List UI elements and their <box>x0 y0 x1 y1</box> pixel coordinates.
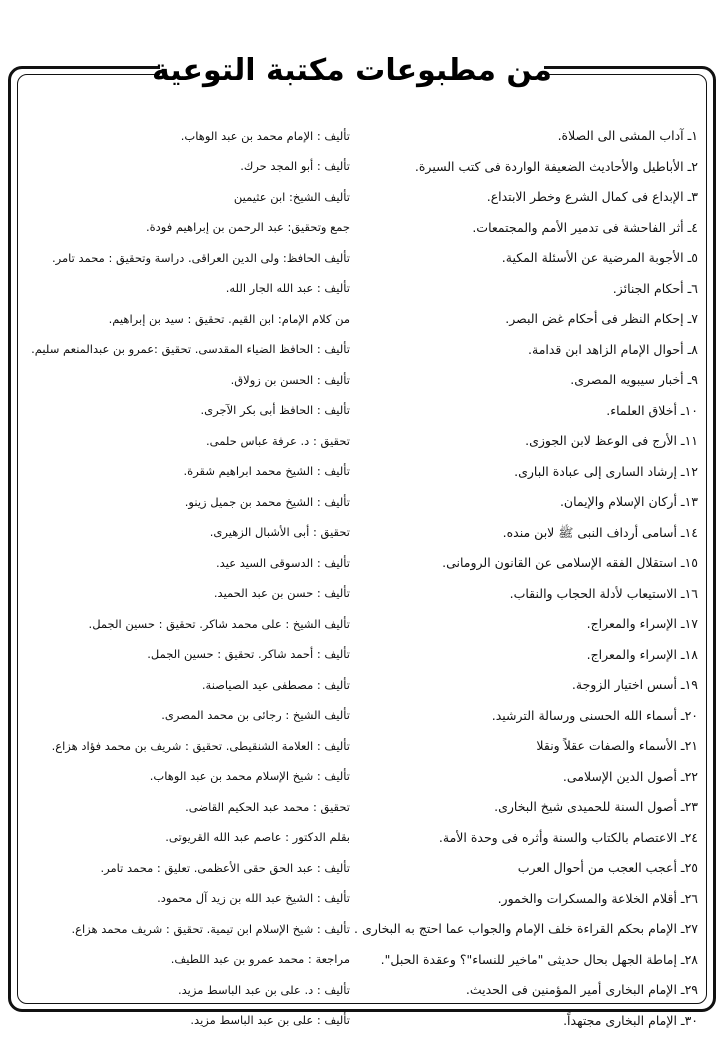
book-author: تأليف : د. على بن عبد الباسط مزيد. <box>177 982 350 997</box>
book-title: ٢١ـ الأسماء والصفات عقلاً ونقلا <box>536 738 698 753</box>
book-author: تأليف : مصطفى عيد الصياصنة. <box>201 677 350 692</box>
list-item <box>22 609 702 640</box>
book-title: ١ـ آداب المشى الى الصلاة. <box>557 128 698 143</box>
page-title: من مطبوعات مكتبة التوعية <box>152 52 552 88</box>
book-title: ٢٠ـ أسماء الله الحسنى ورسالة الترشيد. <box>491 707 698 723</box>
book-author: تأليف : الشيخ عبد الله بن زيد آل محمود. <box>157 891 350 905</box>
book-title: ٣ـ الإبداع فى كمال الشرع وخطر الابتداع. <box>486 189 698 204</box>
book-author: تأليف : الشيخ محمد بن جميل زينو. <box>184 494 350 509</box>
book-title: ٢٩ـ الإمام البخارى أمير المؤمنين فى الحديث. <box>465 982 698 997</box>
book-title: ١٥ـ استقلال الفقه الإسلامى عن القانون الرومانى. <box>442 555 698 570</box>
book-title: ٨ـ أحوال الإمام الزاهد ابن قدامة. <box>528 341 698 357</box>
book-title: ٦ـ أحكام الجنائز. <box>612 280 698 296</box>
book-title: ١٤ـ أسامى أرداف النبى ﷺ لابن منده. <box>502 524 698 540</box>
book-author: تأليف : على بن عبد الباسط مزيد. <box>190 1013 350 1027</box>
list-item <box>22 335 702 366</box>
list-item <box>22 548 702 579</box>
list-item <box>22 396 702 427</box>
list-item <box>22 243 702 274</box>
book-title: ٢٨ـ إماطة الجهل بحال حديثى "ماخير للنساء"؟ وعقدة الحبل". <box>380 951 698 967</box>
book-author: تأليف : الإمام محمد بن عبد الوهاب. <box>180 128 350 143</box>
book-author: تأليف : حسن بن عبد الحميد. <box>213 586 350 600</box>
list-item <box>22 731 702 762</box>
list-item <box>22 457 702 488</box>
book-author: تحقيق : د. عرفة عباس حلمى. <box>206 433 350 448</box>
book-title: ٢٤ـ الاعتصام بالكتاب والسنة وأثره فى وحدة الأمة. <box>438 829 698 845</box>
book-title: ٢٢ـ أصول الدين الإسلامى. <box>562 768 698 784</box>
book-title: ٢٧ـ الإمام بحكم القراءة خلف الإمام والجواب عما احتج به البخارى . <box>354 921 698 936</box>
book-title: ٥ـ الأجوبة المرضية عن الأسئلة المكية. <box>501 250 698 265</box>
book-title: ١٩ـ أسس اختيار الزوجة. <box>571 677 698 692</box>
list-item <box>22 274 702 305</box>
book-title: ١٢ـ إرشاد السارى إلى عبادة البارى. <box>514 463 698 479</box>
book-author: تأليف الشيخ : على محمد شاكر. تحقيق : حسين الجمل. <box>88 616 350 631</box>
book-title: ١٧ـ الإسراء والمعراج. <box>586 616 698 631</box>
list-item <box>22 823 702 854</box>
book-title: ١٣ـ أركان الإسلام والإيمان. <box>559 494 698 509</box>
book-title: ١٨ـ الإسراء والمعراج. <box>586 646 698 662</box>
book-author: تأليف الشيخ : رجائى بن محمد المصرى. <box>161 708 350 722</box>
list-item <box>22 762 702 793</box>
book-title: ٩ـ أخبار سيبويه المصرى. <box>570 372 698 387</box>
book-author: تأليف الحافظ: ولى الدين العراقى. دراسة وتحقيق : محمد تامر. <box>52 250 350 265</box>
book-title: ٢٥ـ أعجب العجب من أحوال العرب <box>517 860 698 875</box>
book-title: ٢٦ـ أقلام الخلاعة والمسكرات والخمور. <box>497 890 698 906</box>
book-title: ٤ـ أثر الفاحشة فى تدمير الأمم والمجتمعات. <box>472 219 698 235</box>
list-item <box>22 640 702 671</box>
list-item <box>22 579 702 610</box>
list-item <box>22 487 702 518</box>
list-item <box>22 853 702 884</box>
book-author: تحقيق : محمد عبد الحكيم القاضى. <box>185 799 350 814</box>
book-title: ٣٠ـ الإمام البخارى مجتهداً. <box>563 1012 698 1028</box>
book-author: تأليف : عبد الحق حقى الأعظمى. تعليق : محمد تامر. <box>100 860 350 875</box>
list-item <box>22 213 702 244</box>
list-item <box>22 121 702 152</box>
book-title: ٢ـ الأباطيل والأحاديث الضعيفة الواردة فى كتب السيرة. <box>414 158 698 174</box>
book-author: تأليف : شيخ الإسلام ابن تيمية. تحقيق : شريف محمد هزاع. <box>71 921 350 936</box>
list-item <box>22 945 702 976</box>
book-author: جمع وتحقيق: عبد الرحمن بن إبراهيم فودة. <box>146 220 350 234</box>
book-author: تأليف : الدسوقى السيد عيد. <box>216 555 350 570</box>
book-title: ١٠ـ أخلاق العلماء. <box>606 402 698 418</box>
book-author: تأليف : أحمد شاكر. تحقيق : حسين الجمل. <box>147 647 350 661</box>
list-item <box>22 304 702 335</box>
list-item <box>22 884 702 915</box>
title-box <box>152 44 552 96</box>
book-author: تأليف : الحافظ أبى بكر الآجرى. <box>200 403 350 417</box>
list-item <box>22 518 702 549</box>
book-title: ١١ـ الأرج فى الوعظ لابن الجوزى. <box>525 433 698 448</box>
list-item <box>22 792 702 823</box>
book-title: ١٦ـ الاستيعاب لأدلة الحجاب والنقاب. <box>509 585 698 601</box>
book-title: ٧ـ إحكام النظر فى أحكام غض البصر. <box>505 311 698 326</box>
book-author: تأليف الشيخ: ابن عثيمين <box>233 189 350 204</box>
book-author: تأليف : عبد الله الجار الله. <box>225 281 350 295</box>
book-author: تأليف : أبو المجد حرك. <box>240 159 350 173</box>
book-author: تحقيق : أبى الأشبال الزهيرى. <box>209 525 350 539</box>
list-item <box>22 670 702 701</box>
book-author: مراجعة : محمد عمرو بن عبد اللطيف. <box>170 952 350 966</box>
book-list <box>22 121 702 1036</box>
list-item <box>22 1006 702 1037</box>
book-title: ٢٣ـ أصول السنة للحميدى شيخ البخارى. <box>494 799 698 814</box>
list-item <box>22 701 702 732</box>
book-author: بقلم الدكتور : عاصم عبد الله القريوتى. <box>165 830 350 844</box>
book-author: تأليف : العلامة الشنقيطى. تحقيق : شريف بن محمد فؤاد هزاع. <box>51 738 350 753</box>
book-author: تأليف : الحسن بن زولاق. <box>230 372 350 387</box>
book-author: من كلام الإمام: ابن القيم. تحقيق : سيد بن إبراهيم. <box>108 311 350 326</box>
book-author: تأليف : الشيخ محمد ابراهيم شقرة. <box>183 464 350 478</box>
list-item <box>22 182 702 213</box>
list-item <box>22 152 702 183</box>
book-author: تأليف : شيخ الإسلام محمد بن عبد الوهاب. <box>149 769 350 783</box>
book-author: تأليف : الحافظ الضياء المقدسى. تحقيق :عمرو بن عبدالمنعم سليم. <box>31 342 350 356</box>
list-item <box>22 365 702 396</box>
list-item <box>22 914 702 945</box>
list-item <box>22 975 702 1006</box>
list-item <box>22 426 702 457</box>
